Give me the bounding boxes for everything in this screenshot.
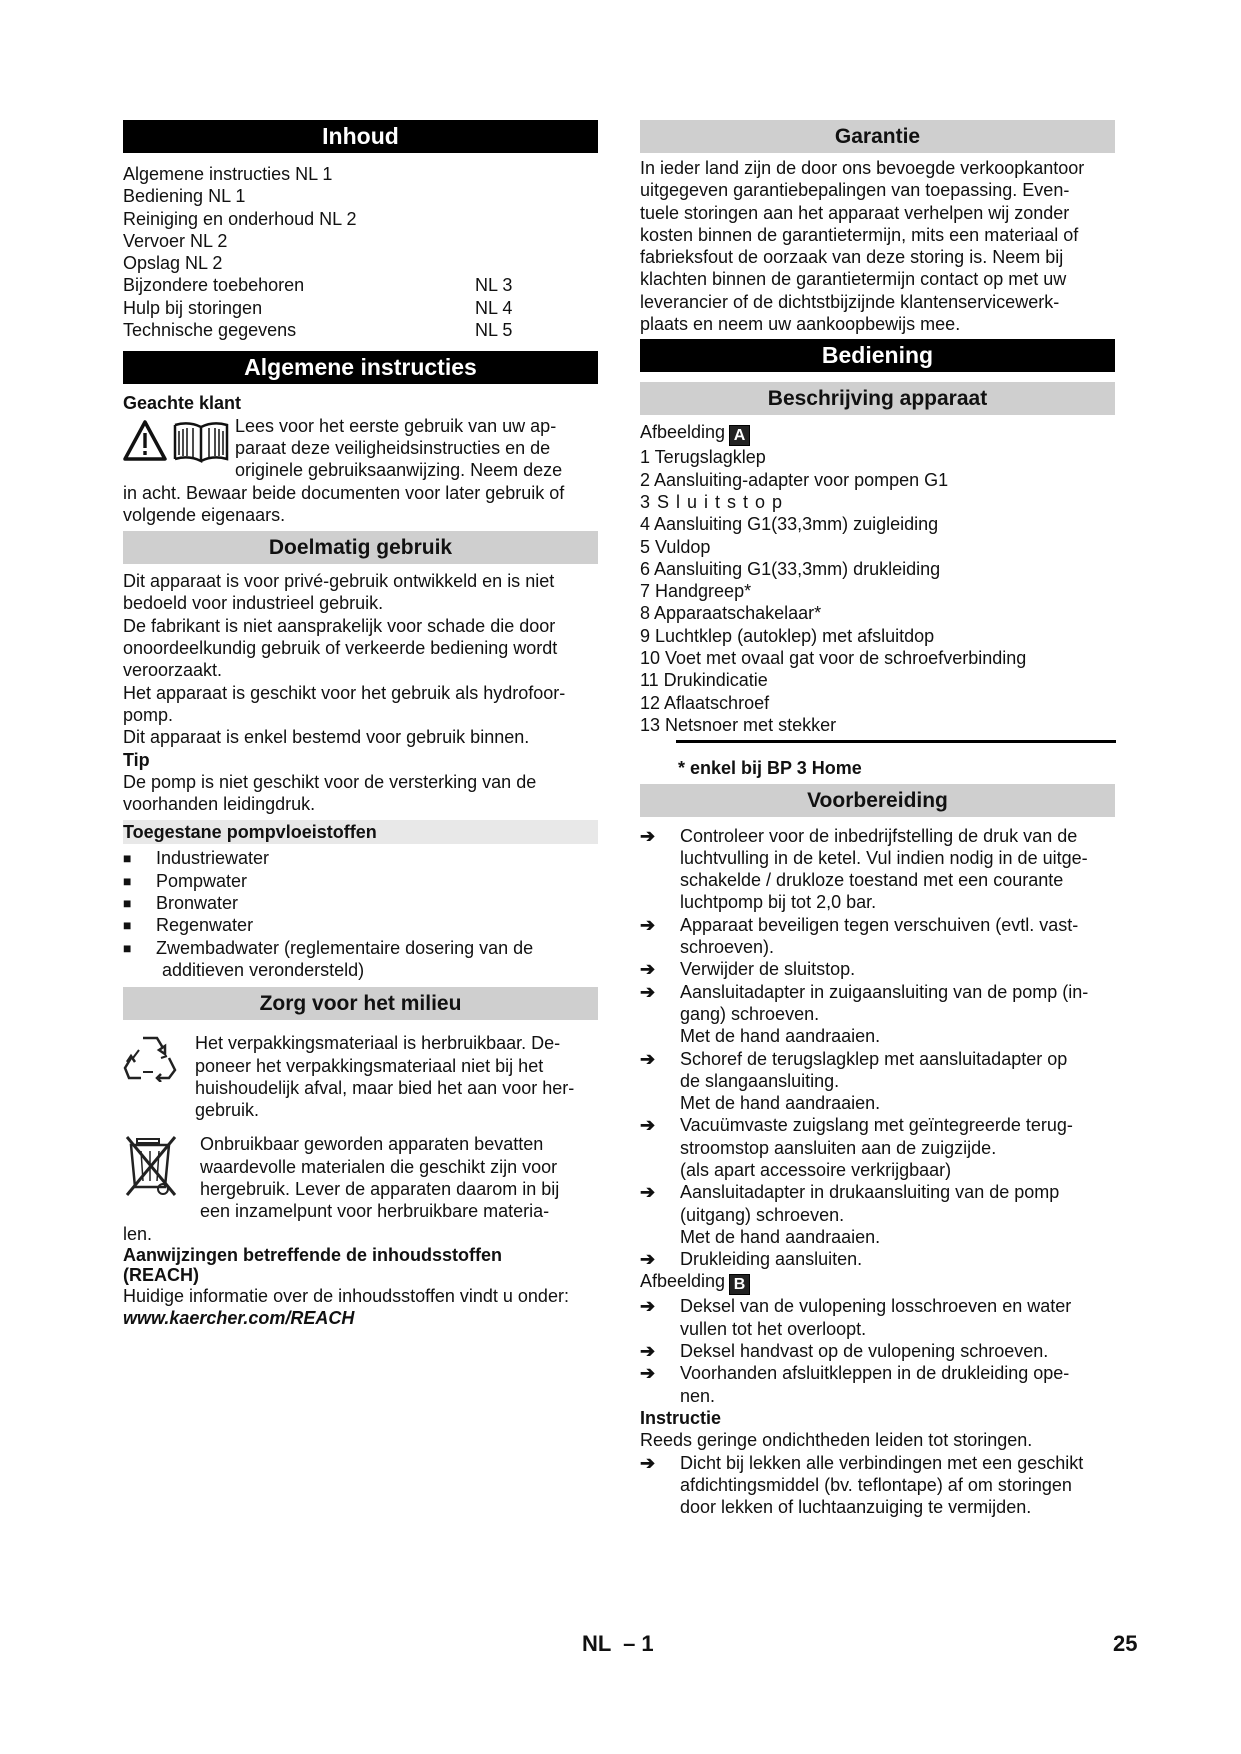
safety-notice bbox=[123, 415, 610, 482]
part-item: 5 Vuldop bbox=[640, 536, 711, 557]
parts-list bbox=[640, 446, 1118, 736]
figure-label: Afbeelding bbox=[640, 422, 726, 443]
text-line: originele gebruiksaanwijzing. Neem deze bbox=[235, 460, 563, 481]
step-line: nen. bbox=[680, 1385, 716, 1406]
footer-page-label bbox=[582, 1633, 654, 1655]
step-line: gang) schroeven. bbox=[680, 1003, 820, 1024]
recycle-notice bbox=[123, 1032, 610, 1121]
step-line: Met de hand aandraaien. bbox=[680, 1026, 881, 1047]
arrow-icon: ➔ bbox=[640, 914, 656, 935]
figure-ref bbox=[640, 1270, 1118, 1295]
list-item bbox=[640, 981, 1118, 1048]
part-item: 8 Apparaatschakelaar* bbox=[640, 603, 822, 624]
list-item bbox=[640, 1181, 1118, 1248]
toc-item-text: Reiniging en onderhoud NL 2 bbox=[123, 208, 357, 229]
toc-item-text: Opslag NL 2 bbox=[123, 253, 223, 274]
toc-item bbox=[123, 163, 610, 185]
weee-bin-icon bbox=[123, 1133, 200, 1204]
weee-notice bbox=[123, 1133, 610, 1222]
list-item bbox=[123, 914, 610, 936]
list-item-text: Bronwater bbox=[156, 893, 239, 914]
part-item: 12 Aflaatschroef bbox=[640, 692, 770, 713]
text-line: plaats en neem uw aankoopbewijs mee. bbox=[640, 314, 961, 335]
reach-link[interactable]: www.kaercher.com/REACH bbox=[123, 1308, 355, 1329]
toc-item-text: Technische gegevens bbox=[123, 320, 297, 341]
step-line: (als apart accessoire verkrijgbaar) bbox=[680, 1159, 952, 1180]
step-line: Verwijder de sluitstop. bbox=[680, 959, 856, 980]
text-line: kosten binnen de garantietermijn, mits een materiaal of bbox=[640, 224, 1079, 245]
list-item-text: Industriewater bbox=[156, 848, 270, 869]
toc-item-text: Vervoer NL 2 bbox=[123, 230, 228, 251]
toc-item-text: Bijzondere toebehoren bbox=[123, 275, 305, 296]
toc-item bbox=[123, 274, 610, 296]
text-line: waardevolle materialen die geschikt zijn voor bbox=[200, 1156, 558, 1177]
preparation-steps-b bbox=[640, 1295, 1118, 1406]
figure-b-badge: B bbox=[729, 1274, 750, 1295]
arrow-icon: ➔ bbox=[640, 1296, 656, 1317]
text-line: klachten binnen de garantietermijn contact op met uw bbox=[640, 269, 1067, 290]
step-line: Aansluitadapter in drukaansluiting van de pomp bbox=[680, 1182, 1060, 1203]
arrow-icon: ➔ bbox=[640, 981, 656, 1002]
step-line: Met de hand aandraaien. bbox=[680, 1226, 881, 1247]
intended-use-title: Doelmatig gebruik bbox=[123, 531, 598, 564]
preparation-steps bbox=[640, 825, 1118, 1271]
step-line: schroeven). bbox=[680, 937, 775, 958]
step-line: vullen tot het overloopt. bbox=[680, 1318, 867, 1339]
list-item bbox=[123, 870, 610, 892]
bullet-icon: ■ bbox=[123, 895, 132, 912]
figure-label: Afbeelding bbox=[640, 1271, 726, 1292]
toc-item-text: Hulp bij storingen bbox=[123, 297, 263, 318]
step-line: Voorhanden afsluitkleppen in de drukleiding ope- bbox=[680, 1363, 1070, 1384]
toc-item bbox=[123, 230, 610, 252]
step-line: Dicht bij lekken alle verbindingen met een geschikt bbox=[680, 1452, 1084, 1473]
text-line: onoordeelkundig gebruik of verkeerde bediening wordt bbox=[123, 638, 558, 659]
toc-item-page: NL 5 bbox=[475, 320, 513, 341]
step-line: Deksel van de vulopening losschroeven en water bbox=[680, 1296, 1072, 1317]
text-line: poneer het verpakkingsmateriaal niet bij het bbox=[195, 1055, 544, 1076]
part-item: 13 Netsnoer met stekker bbox=[640, 714, 837, 735]
right-column bbox=[640, 120, 1118, 1518]
text-line: De pomp is niet geschikt voor de versterking van de bbox=[123, 771, 537, 792]
text-line: hergebruik. Lever de apparaten daarom in bij bbox=[200, 1178, 560, 1199]
text-line: De fabrikant is niet aansprakelijk voor schade die door bbox=[123, 615, 556, 636]
toc-item-page: NL 4 bbox=[475, 297, 513, 318]
arrow-icon: ➔ bbox=[640, 1048, 656, 1069]
arrow-icon: ➔ bbox=[640, 1249, 656, 1270]
text-line: voorhanden leidingdruk. bbox=[123, 794, 316, 815]
text-line: een inzamelpunt voor herbruikbare materia- bbox=[200, 1201, 550, 1222]
bullet-icon: ■ bbox=[123, 850, 132, 867]
text-line: volgende eigenaars. bbox=[123, 504, 286, 525]
reach-title: (REACH) bbox=[123, 1264, 199, 1285]
toc-item bbox=[123, 252, 610, 274]
text-line: gebruik. bbox=[195, 1100, 260, 1121]
list-item bbox=[640, 958, 1118, 980]
list-item bbox=[640, 1248, 1118, 1270]
text-line: Onbruikbaar geworden apparaten bevatten bbox=[200, 1134, 544, 1155]
greeting: Geachte klant bbox=[123, 393, 242, 414]
list-item bbox=[640, 914, 1118, 959]
arrow-icon: ➔ bbox=[640, 1363, 656, 1384]
list-item bbox=[640, 1362, 1118, 1407]
list-item-continuation: additieven verondersteld) bbox=[162, 959, 365, 980]
text-line: bedoeld voor industrieel gebruik. bbox=[123, 593, 384, 614]
part-item: 4 Aansluiting G1(33,3mm) zuigleiding bbox=[640, 514, 939, 535]
footnote: * enkel bij BP 3 Home bbox=[678, 758, 862, 779]
figure-a-badge: A bbox=[729, 425, 750, 446]
text-line: Het apparaat is geschikt voor het gebruik als hydrofoor- bbox=[123, 682, 566, 703]
step-line: schakelde / drukloze toestand met een courante bbox=[680, 870, 1064, 891]
list-item bbox=[640, 1114, 1118, 1181]
toc-item-page: NL 3 bbox=[475, 275, 513, 296]
part-item: 7 Handgreep* bbox=[640, 581, 752, 602]
toc-item bbox=[123, 297, 610, 319]
list-item bbox=[640, 1295, 1118, 1340]
general-title: Algemene instructies bbox=[123, 351, 598, 384]
warning-manual-icon bbox=[123, 415, 235, 468]
part-item: 3 S l u i t s t o p bbox=[640, 491, 783, 512]
part-item: 10 Voet met ovaal gat voor de schroefverbinding bbox=[640, 648, 1027, 669]
toc-title: Inhoud bbox=[123, 120, 598, 153]
step-line: Schoref de terugslagklep met aansluitadapter op bbox=[680, 1048, 1068, 1069]
text-line: in acht. Bewaar beide documenten voor later gebruik of bbox=[123, 482, 565, 503]
footer-lang: NL bbox=[582, 1631, 611, 1656]
toc-item bbox=[123, 185, 610, 207]
toc-list bbox=[123, 163, 610, 341]
text-line: pomp. bbox=[123, 704, 174, 725]
bullet-icon: ■ bbox=[123, 939, 132, 956]
step-line: luchtvulling in de ketel. Vul indien nodig in de uitge- bbox=[680, 847, 1088, 868]
fluids-title: Toegestane pompvloeistoffen bbox=[123, 820, 598, 844]
step-line: Controleer voor de inbedrijfstelling de druk van de bbox=[680, 825, 1078, 846]
note-title: Instructie bbox=[640, 1407, 722, 1428]
fluids-list bbox=[123, 847, 610, 981]
list-item bbox=[123, 847, 610, 869]
note-text: Reeds geringe ondichtheden leiden tot storingen. bbox=[640, 1430, 1033, 1451]
step-line: Aansluitadapter in zuigaansluiting van de pomp (in- bbox=[680, 981, 1089, 1002]
text-line: fabrieksfout de oorzaak van deze storing is. Neem bij bbox=[640, 247, 1064, 268]
toc-item bbox=[123, 319, 610, 341]
step-line: stroomstop aansluiten aan de zuigzijde. bbox=[680, 1137, 997, 1158]
list-item-text: Zwembadwater (reglementaire dosering van de bbox=[156, 937, 534, 958]
step-line: (uitgang) schroeven. bbox=[680, 1204, 845, 1225]
device-description-title: Beschrijving apparaat bbox=[640, 382, 1115, 415]
text-line: Het verpakkingsmateriaal is herbruikbaar. De- bbox=[195, 1033, 561, 1054]
part-item: 2 Aansluiting-adapter voor pompen G1 bbox=[640, 469, 949, 490]
reach-text: Huidige informatie over de inhoudsstoffen vindt u onder: bbox=[123, 1285, 569, 1306]
arrow-icon: ➔ bbox=[640, 1182, 656, 1203]
step-line: Vacuümvaste zuigslang met geïntegreerde terug- bbox=[680, 1115, 1073, 1136]
step-line: luchtpomp bij tot 2,0 bar. bbox=[680, 892, 877, 913]
preparation-title: Voorbereiding bbox=[640, 784, 1115, 817]
text-line: Lees voor het eerste gebruik van uw ap- bbox=[235, 415, 557, 436]
bullet-icon: ■ bbox=[123, 917, 132, 934]
toc-item bbox=[123, 208, 610, 230]
operation-title: Bediening bbox=[640, 339, 1115, 372]
warranty-title: Garantie bbox=[640, 120, 1115, 153]
toc-item-text: Algemene instructies NL 1 bbox=[123, 164, 333, 184]
text-line: len. bbox=[123, 1223, 153, 1244]
tip-label: Tip bbox=[123, 749, 150, 770]
text-line: paraat deze veiligheidsinstructies en de bbox=[235, 437, 551, 458]
list-item-text: Regenwater bbox=[156, 915, 254, 936]
text-line: Dit apparaat is voor privé-gebruik ontwikkeld en is niet bbox=[123, 571, 555, 592]
part-item: 1 Terugslagklep bbox=[640, 447, 766, 468]
text-line: Dit apparaat is enkel bestemd voor gebruik binnen. bbox=[123, 727, 530, 748]
text-line: In ieder land zijn de door ons bevoegde verkoopkantoor bbox=[640, 158, 1085, 178]
step-line: Drukleiding aansluiten. bbox=[680, 1249, 863, 1270]
toc-item-text: Bediening NL 1 bbox=[123, 186, 246, 207]
list-item bbox=[640, 1340, 1118, 1362]
part-item: 9 Luchtklep (autoklep) met afsluitdop bbox=[640, 625, 935, 646]
environment-title: Zorg voor het milieu bbox=[123, 987, 598, 1020]
arrow-icon: ➔ bbox=[640, 1452, 656, 1473]
text-line: uitgegeven garantiebepalingen van toepassing. Even- bbox=[640, 180, 1070, 201]
list-item-text: Pompwater bbox=[156, 870, 248, 891]
list-item bbox=[123, 937, 610, 959]
recycle-icon bbox=[123, 1032, 195, 1087]
reach-title: Aanwijzingen betreffende de inhoudsstoffen bbox=[123, 1244, 503, 1265]
part-item: 6 Aansluiting G1(33,3mm) drukleiding bbox=[640, 558, 941, 579]
list-item bbox=[640, 1452, 1118, 1519]
step-line: Apparaat beveiligen tegen verschuiven (evtl. vast- bbox=[680, 914, 1079, 935]
left-column bbox=[123, 120, 610, 1329]
step-line: door lekken of luchtaanzuiging te vermijden. bbox=[680, 1497, 1032, 1518]
step-line: de slangaansluiting. bbox=[680, 1070, 840, 1091]
text-line: leverancier of de dichtstbijzijnde klantenservicewerk- bbox=[640, 291, 1060, 312]
step-line: Met de hand aandraaien. bbox=[680, 1093, 881, 1114]
text-line: tuele storingen aan het apparaat verhelpen wij zonder bbox=[640, 202, 1070, 223]
list-item bbox=[640, 825, 1118, 914]
list-item bbox=[123, 892, 610, 914]
part-item: 11 Drukindicatie bbox=[640, 670, 768, 691]
list-item bbox=[640, 1048, 1118, 1115]
step-line: afdichtingsmiddel (bv. teflontape) af om storingen bbox=[680, 1474, 1072, 1495]
step-line: Deksel handvast op de vulopening schroeven. bbox=[680, 1341, 1049, 1362]
figure-ref bbox=[640, 421, 1118, 446]
arrow-icon: ➔ bbox=[640, 959, 656, 980]
footer-page-number: 25 bbox=[1113, 1631, 1138, 1656]
arrow-icon: ➔ bbox=[640, 1341, 656, 1362]
text-line: veroorzaakt. bbox=[123, 660, 223, 681]
footer-sep: – 1 bbox=[623, 1631, 654, 1656]
arrow-icon: ➔ bbox=[640, 825, 656, 846]
arrow-icon: ➔ bbox=[640, 1115, 656, 1136]
bullet-icon: ■ bbox=[123, 872, 132, 889]
text-line: huishoudelijk afval, maar bied het aan voor her- bbox=[195, 1077, 575, 1098]
